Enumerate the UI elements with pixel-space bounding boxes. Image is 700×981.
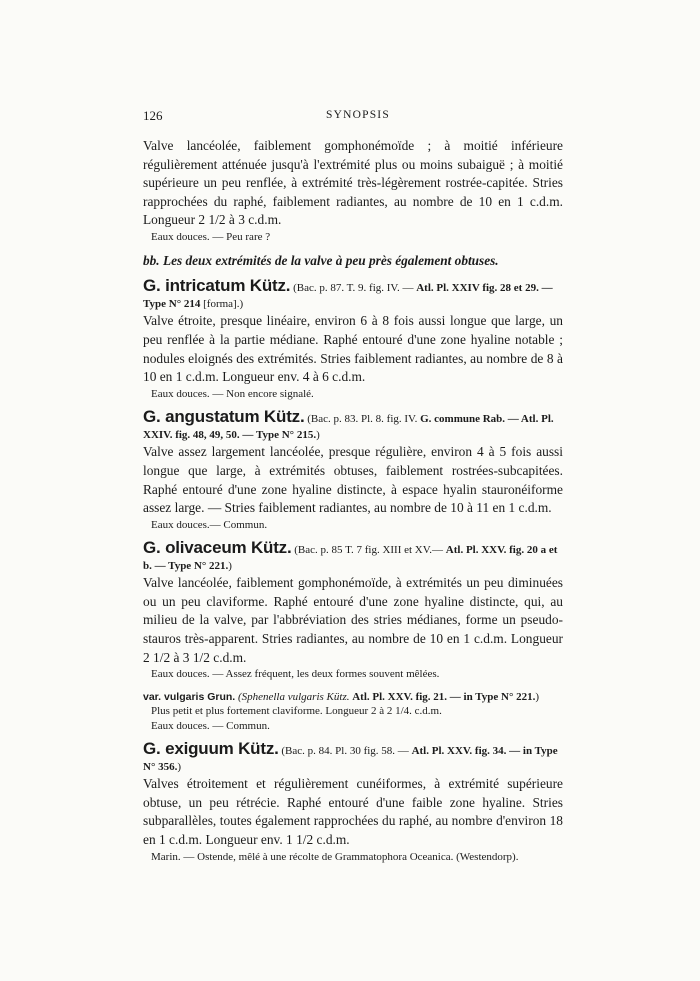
species-reference: (Bac. p. 83. Pl. 8. fig. IV. (304, 413, 421, 426)
running-title: SYNOPSIS (326, 109, 390, 121)
species-heading (143, 741, 563, 775)
variety-reference: (Sphenella vulgaris Kütz. (235, 690, 353, 703)
species-reference: (Bac. p. 87. T. 9. fig. IV. — (290, 282, 417, 295)
species-heading (143, 540, 563, 574)
variety-heading (143, 690, 563, 705)
species-name: G. angustatum Kütz. (143, 407, 305, 427)
species-reference-end: ) (316, 429, 320, 442)
variety-atlas-reference: Atl. Pl. XXV. fig. 21. — in Type N° 221. (352, 690, 536, 703)
species-habitat-note: Marin. — Ostende, mêlé à une récolte de Grammatophora Oceanica. (Westendorp). (151, 850, 519, 863)
species-description: Valve lancéolée, faiblement gomphonémoïde, à extrémités un peu diminuées ou un peu claviforme. Raphé entouré d'une zone hyaline distincte, qui, au milieu de la valve, par l'abbréviation des stries médianes, forme un pseudo-stauros très-apparent. Stries radiantes, au nombre de 10 en 1 c.d.m. Longueur 2 1/2 à 3 1/2 c.d.m. (143, 575, 563, 665)
species-habitat-note: Eaux douces.— Commun. (151, 518, 268, 531)
species-atlas-reference: Atl. Pl. XXIV fig. 28 et 29. — Type N° 214 (143, 282, 553, 311)
page-number: 126 (143, 108, 163, 123)
species-habitat-note: Eaux douces. — Non encore signalé. (151, 387, 314, 400)
variety-habitat-note: Eaux douces. — Commun. (151, 719, 270, 732)
species-atlas-reference: Atl. Pl. XXV. fig. 20 a et b. — Type N° 221. (143, 544, 558, 573)
species-description: Valves étroitement et régulièrement cunéiformes, à extrémité supérieure obtuse, un peu rétrécie. Raphé entouré d'une faible zone hyaline. Stries subparallèles, toutes également rapprochées du raphé, au nombre d'environ 18 en 1 c.d.m. Longueur env. 1 1/2 c.d.m. (143, 776, 563, 847)
variety-reference-end: ) (535, 690, 540, 703)
intro-habitat-note: Eaux douces. — Peu rare ? (151, 230, 271, 243)
species-description: Valve étroite, presque linéaire, environ 6 à 8 fois aussi longue que large, un peu renflée à la partie médiane. Raphé entouré d'une zone hyaline notable ; nodules eloignés des extrémités. Stries faiblement radiantes, au nombre de 8 à 10 en 1 c.d.m. Longueur env. 4 à 6 c.d.m. (143, 313, 563, 385)
section-heading: bb. Les deux extrémités de la valve à peu près également obtuses. (143, 253, 499, 269)
species-name: G. exiguum Kütz. (143, 739, 279, 759)
species-heading (143, 409, 563, 443)
species-reference-end: ) (228, 560, 232, 573)
species-name: G. intricatum Kütz. (143, 276, 291, 296)
species-reference: (Bac. p. 84. Pl. 30 fig. 58. — (278, 745, 412, 758)
species-reference-end: ) (177, 761, 182, 774)
species-heading (143, 278, 563, 312)
species-habitat-note: Eaux douces. — Assez fréquent, les deux formes souvent mêlées. (151, 668, 440, 681)
species-reference: (Bac. p. 85 T. 7 fig. XIII et XV.— (291, 544, 446, 557)
species-atlas-reference: Atl. Pl. XXV. fig. 34. — in Type N° 356. (143, 745, 558, 774)
variety-name: var. vulgaris Grun. (143, 690, 236, 703)
page-content (143, 137, 563, 864)
species-name: G. olivaceum Kütz. (143, 538, 292, 558)
species-atlas-reference: G. commune Rab. — Atl. Pl. XXIV. fig. 48, 49, 50. — Type N° 215. (143, 413, 554, 442)
species-description: Valve assez largement lancéolée, presque régulière, environ 4 à 5 fois aussi longue que large, à extrémités obtuses, faiblement rostrées-subcapitées. Raphé entouré d'une zone hyaline distincte, à espace hyalin stauronéiforme assez large. — Stries faiblement radiantes, au nombre de 10 à 11 en 1 c.d.m. (143, 444, 563, 516)
variety-description: Plus petit et plus fortement claviforme. Longueur 2 à 2 1/4. c.d.m. (151, 705, 442, 718)
intro-description: Valve lancéolée, faiblement gomphonémoïde ; à moitié inférieure régulièrement atténuée jusqu'à l'extrémité plus ou moins subaiguë ; à moitié supérieure un peu renflée, à extrémité très-légèrement rostrée-capitée. Stries rapprochées du raphé, faiblement radiantes, au nombre de 10 en 1 c.d.m. Longueur 2 1/2 à 3 c.d.m. (143, 138, 563, 228)
species-reference-end: [forma].) (200, 298, 244, 311)
